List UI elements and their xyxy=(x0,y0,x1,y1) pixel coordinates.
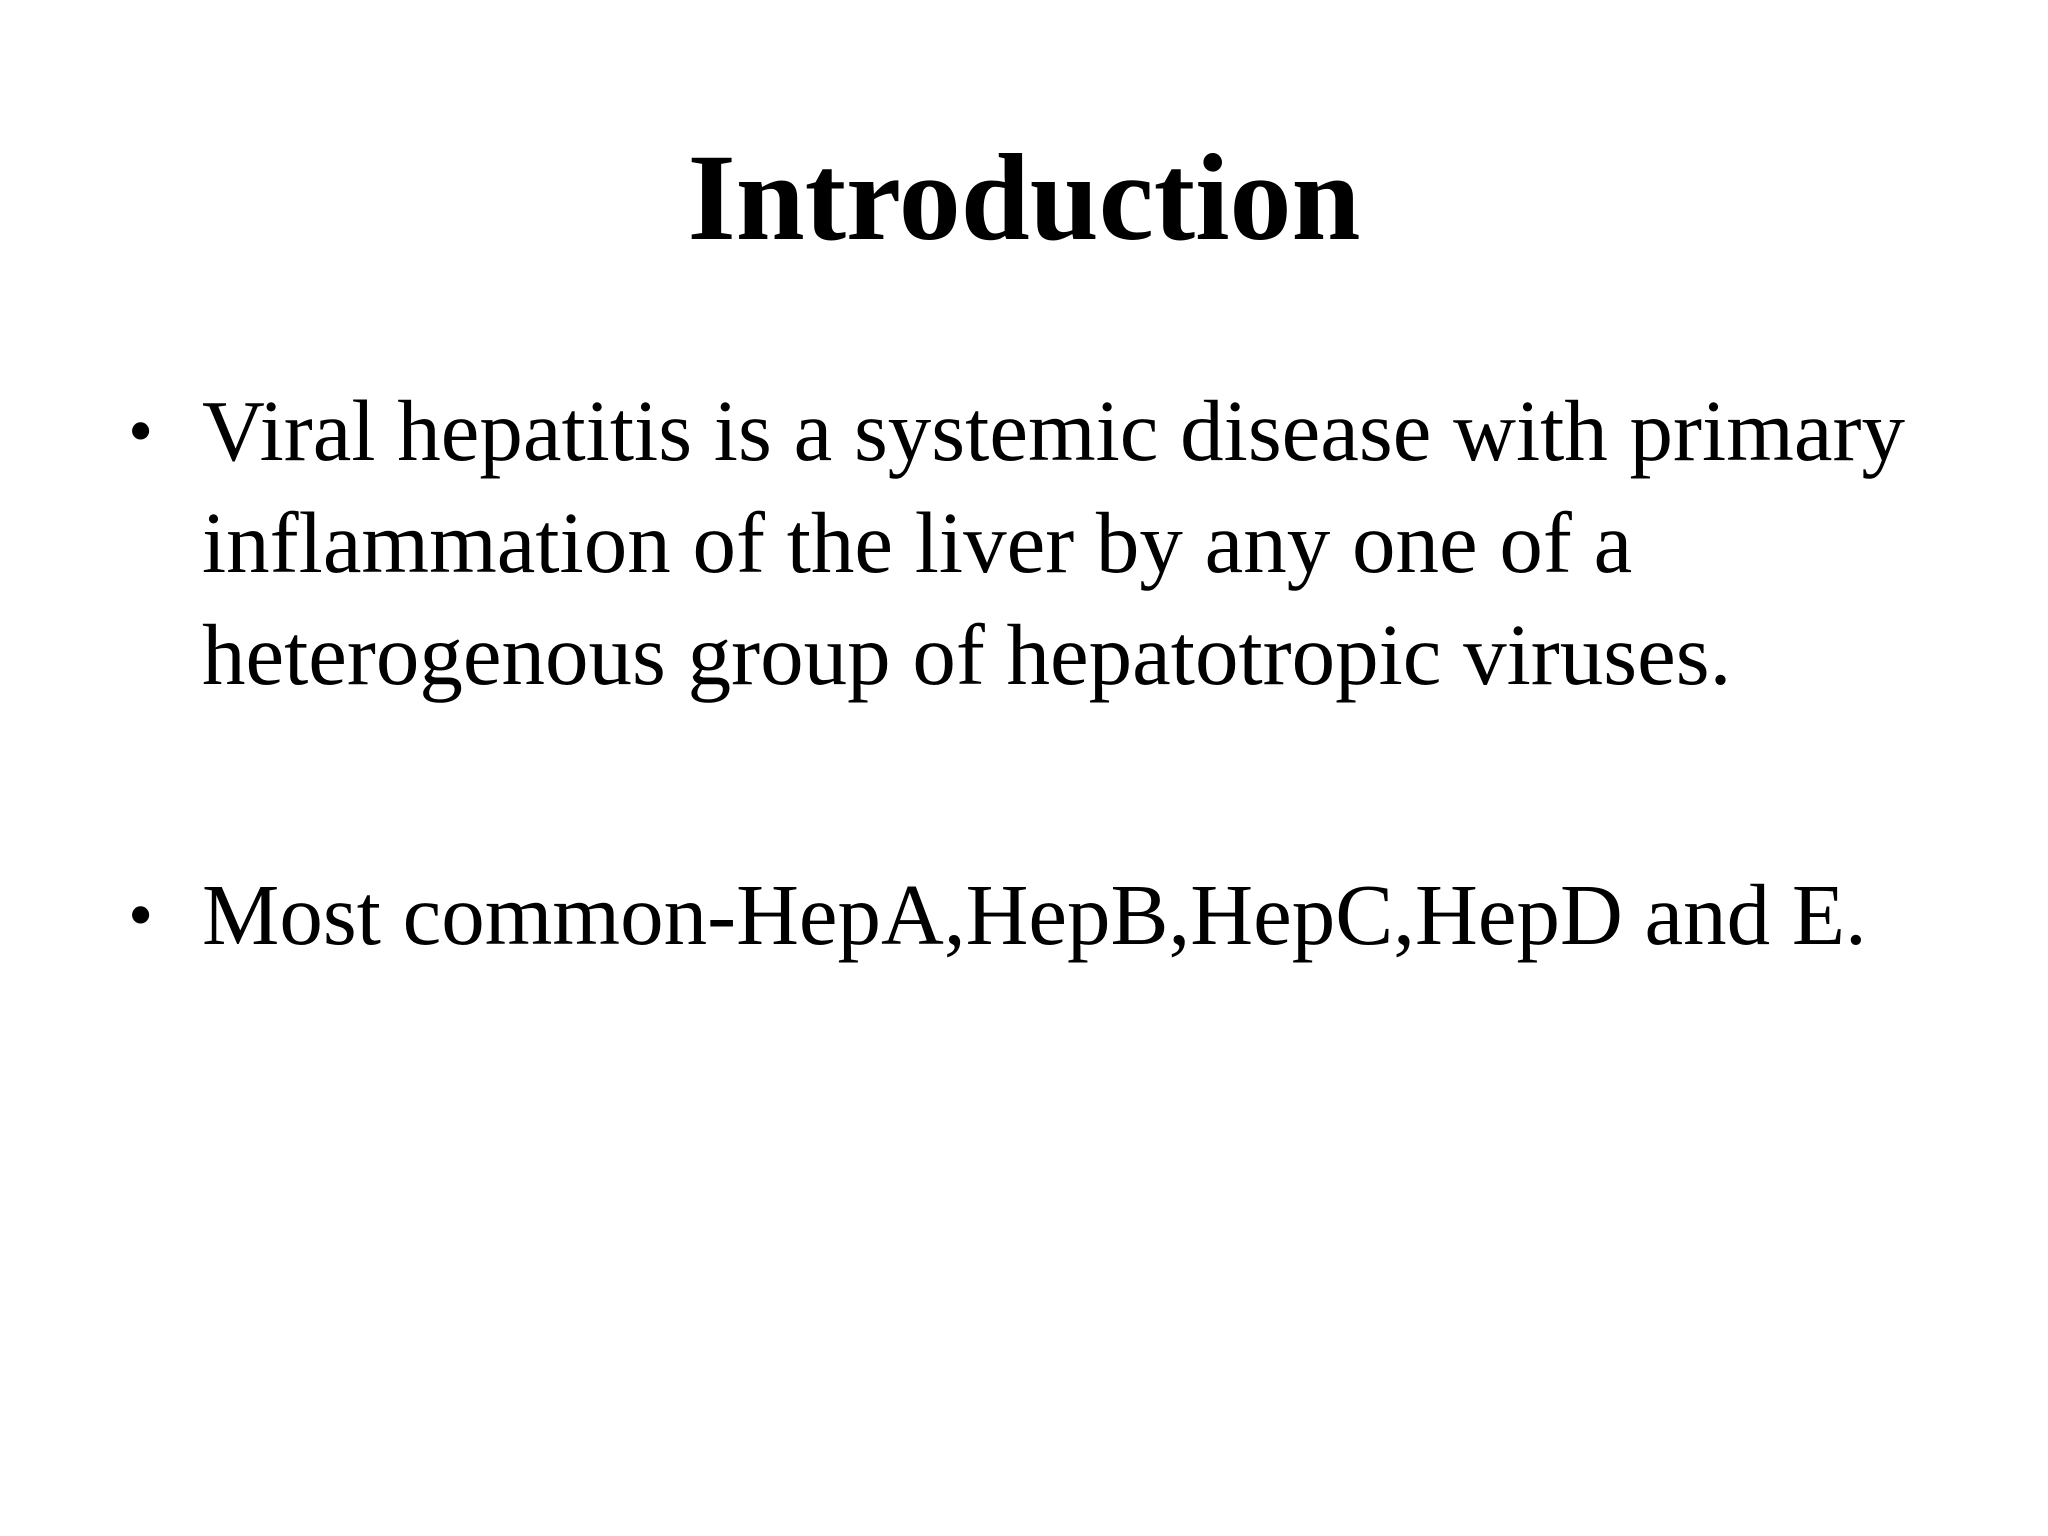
bullet-icon: • xyxy=(128,875,154,955)
bullet-icon: • xyxy=(128,391,154,471)
bullet-text: Viral hepatitis is a systemic disease with primary inflammation of the liver by any one of a heterogenous group of hepatotropic viruses. xyxy=(202,382,1905,703)
bullet-item-1 xyxy=(120,375,1920,711)
slide-title: Introduction xyxy=(687,129,1361,266)
bullet-item-2 xyxy=(120,859,1920,971)
bullet-list xyxy=(120,375,1920,971)
bullet-text: Most common-HepA,HepB,HepC,HepD and E. xyxy=(202,866,1867,963)
